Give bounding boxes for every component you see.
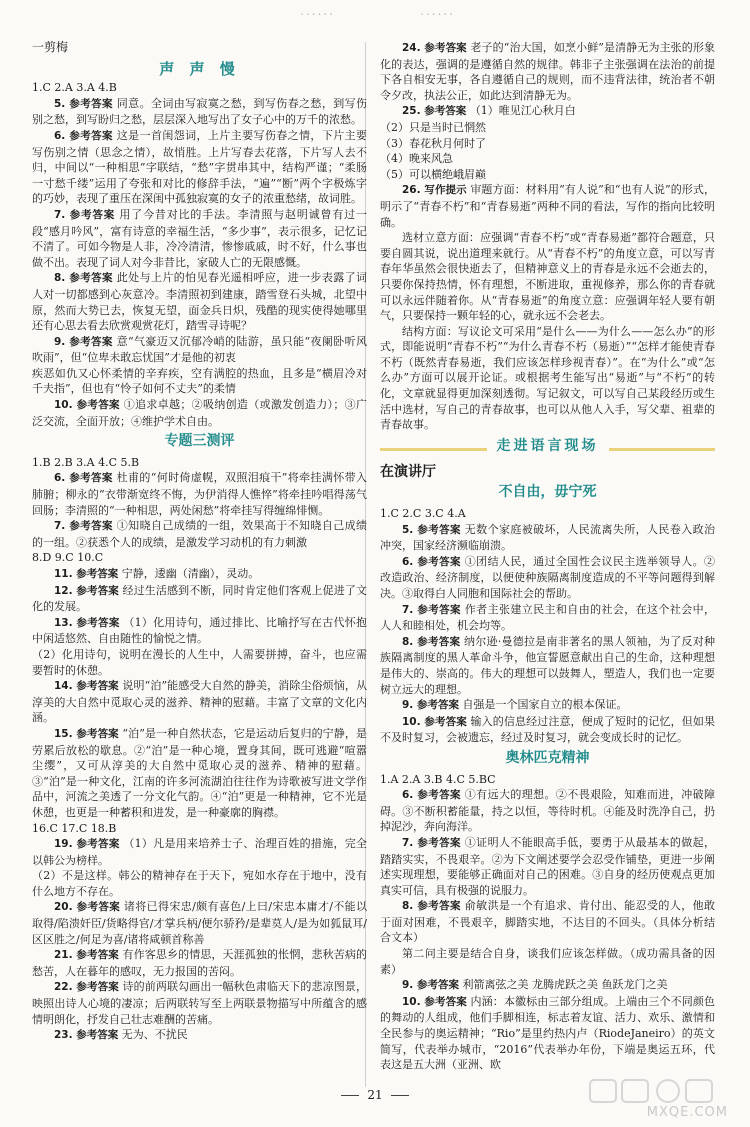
answer-text: 作者主张建立民主和自由的社会，在这个社会中，人人和睦相处，机会均等。: [380, 602, 715, 633]
answer-label: 8. 参考答案: [54, 272, 113, 285]
poem-title-fragment: 一剪梅: [32, 40, 69, 54]
answer-label: 7. 参考答案: [54, 208, 116, 221]
answer-text: ①团结人民，通过全国性会议民主选举领导人。②改造政治、经济制度，以便使种族隔离制度造成的不平等问题得到解决。③取得白人同胞和国际社会的帮助。: [380, 554, 715, 600]
answer-label: 10. 参考答案: [402, 715, 467, 728]
answer-item: [380, 151, 715, 167]
answer-text: 经过生活感到不断，同时肯定他们客观上促进了文化的发展。: [32, 583, 367, 614]
answer-text: 杜甫的“何时倚虚幌，双照泪痕干”将牵挂满怀带入肺腑；柳永的“衣带渐宽终不悔，为伊消得人憔悴”将牵挂吟唱得荡气回肠；李清照的“一种相思，两处闲愁”将牵挂写得缠绵悱恻。: [32, 471, 367, 517]
answer-text: 输入的信息经过注意，便成了短时的记忆，但如果不及时复习，会被遗忘，经过及时复习，就会变成长时的记忆。: [380, 714, 715, 745]
answer-label: 11. 参考答案: [54, 568, 119, 580]
answer-list: [32, 80, 367, 429]
answer-label: 8. 参考答案: [402, 635, 461, 648]
page-number-dash: [391, 1095, 409, 1096]
answer-text: 内涵：本徽标由三部分组成。上端由三个不同颜色的舞动的人组成，他们手脚相连，标志着友谊、活力、欢乐、激情和全民参与的奥运精神；“Rio”是里约热内卢（RiodeJaneiro）的英文简写，代表举办城市，“2016”代表举办年份，下端是奥运五环，代表这是五大洲（亚洲、欧: [380, 994, 715, 1072]
answer-text: 同意。全词由写寂寞之愁，到写伤春之愁，到写伤别之愁，到写盼归之愁，层层深入地写出了女子心中的万千的浓愁。: [32, 96, 367, 127]
left-column: [32, 40, 367, 1090]
answer-text: 此处与上片的怕见春光遥相呼应，进一步表露了词人对一切都感到心灰意冷。李清照初到建康，踏雪登石头城，北望中原，然而大势已去，恢复无望，面金兵日炽，残酷的现实使得她哪里还有心思去看去欣赏观赏花灯，踏雪寻诗呢？: [32, 271, 367, 333]
answer-item: [380, 835, 715, 898]
answer-text: 1.C 2.C 3.C 4.A: [380, 507, 466, 521]
answer-item: [32, 334, 367, 366]
answer-item: [380, 787, 715, 835]
answer-text: （3）春花秋月何时了: [380, 136, 486, 150]
answer-item: [32, 678, 367, 726]
answer-item: [380, 522, 715, 554]
answer-text: 诗的前两联勾画出一幅秋色肃临天下的悲凉图景，映照出诗人心境的凄凉；后两联转写至上两联景物描写中所蕴含的感情明朗化，抒发自己壮志难酬的苦痛。: [32, 980, 367, 1026]
answer-label: 5. 参考答案: [402, 523, 461, 536]
answer-text: 有作客思乡的情思，天涯孤独的怅惘，悲秋苦病的愁苦，人在暮年的感叹，无力报国的苦闷。: [32, 948, 367, 978]
answer-item: [32, 868, 367, 899]
answer-label: 14. 参考答案: [54, 680, 119, 693]
answer-item: [32, 470, 367, 518]
answer-list: [380, 506, 715, 746]
answer-text: 说明“泊”能感受大自然的静美，消除尘俗烦恼，从淳美的大自然中觅取心灵的滋养、精神的慰藉。丰富了文章的文化内涵。: [32, 679, 367, 725]
answer-item: [32, 128, 367, 207]
answer-label: 9. 参考答案: [402, 979, 459, 992]
answer-text: “泊”是一种自然状态，它是运动后复归的宁静，是劳累后放松的歇息。②“泊”是一种心境，置身其间，既可逃避“喧嚣尘缨”，又可从淳美的大自然中觅取心灵的滋养、精神的慰藉。③“泊”是一种文化，江南的许多河流湖泊往往作为诗歌被写进文学作品中，河流之美透了一分文化气韵。④“泊”更是一种精神，它不光是休憩，也更是一种蓄积和进发，是一种豪廓的胸襟。: [32, 726, 367, 819]
answer-text: （4）晚来风急: [380, 152, 453, 166]
answer-label: 10. 参考答案: [54, 399, 120, 412]
answer-text: 无为、不扰民: [121, 1028, 188, 1042]
answer-text: （1）化用诗句，通过排比、比喻抒写在古代怀抱中闲适悠然、自由随性的愉悦之情。: [32, 615, 367, 646]
answer-label: 6. 参考答案: [54, 472, 113, 485]
section-heading: 声 声 慢: [159, 59, 240, 78]
answer-item: [380, 182, 715, 230]
answer-item: [32, 518, 367, 550]
answer-text: 16.C 17.C 18.B: [32, 821, 117, 835]
answer-item: [380, 554, 715, 602]
answer-text: 选材立意方面：应强调“青春不朽”或“青春易逝”都符合题意，只要自圆其说，说出道理来就行。从“青春不朽”的角度立意，可以写青春年华虽然会很快逝去了，但精神意义上的青春是永远不会逝去的，只要你保持热情，怀有理想，不断进取，重视修养，那么你的青春就可以永远伴随着你。从“青春易逝”的角度立意：应强调年轻人要有朝气，只要保持一颗年轻的心，就永远不会老去。: [380, 231, 715, 323]
answer-text: 这是一首闺怨词，上片主要写伤春之情，下片主要写伤别之情（思念之情），故悄胜。上片写春去花落，下片写人去不归，中间以“一种相思”字联结，“愁”字贯串其中，结构严谨；“柔肠一寸愁千缕”运用了夸张和对比的修辞手法，“遍”“断”两个字极炼字的巧妙，表现了重压在深闺中孤独寂寞的女子的浓重愁绪，故词胜。: [32, 128, 367, 206]
answer-item: [32, 80, 367, 96]
answer-label: 6. 参考答案: [402, 555, 461, 568]
answer-text: 利箭离弦之美 龙腾虎跃之美 鱼跃龙门之美: [462, 978, 668, 992]
answer-item: [380, 136, 715, 152]
answer-text: 自强是一个国家自立的根本保证。: [462, 698, 628, 712]
answer-item: [32, 566, 367, 583]
answer-item: [380, 697, 715, 714]
answer-list: [380, 772, 715, 1073]
answer-label: 21. 参考答案: [54, 949, 119, 962]
answer-text: （2）化用诗句，说明在漫长的人生中，人需要拼搏，奋斗，也应需要暂时的休憩。: [32, 647, 367, 677]
answer-text: （2）只是当时已惘然: [380, 120, 486, 134]
answer-label: 9. 参考答案: [54, 335, 113, 348]
answer-text: （2）不是这样。韩公的精神存在于天下，宛如水存在于地中，没有什么地方不存在。: [32, 869, 367, 898]
answer-item: [380, 602, 715, 634]
answer-item: [32, 455, 367, 471]
answer-label: 23. 参考答案: [54, 1029, 119, 1042]
answer-label: 26. 写作提示: [402, 184, 467, 197]
answer-text: 审题方面：材料用“有人说”和“也有人说”的形式，明示了“青春不朽”和“青春易逝”两种不同的看法，写作的指向比较明确。: [380, 183, 715, 229]
cropped-header-strip: [0, 0, 750, 28]
answer-item: [380, 898, 715, 946]
answer-item: [32, 550, 367, 566]
answer-label: 20. 参考答案: [54, 901, 121, 914]
answer-item: [380, 634, 715, 697]
answer-item: [32, 726, 367, 821]
answer-item: [380, 714, 715, 746]
answer-text: 用了今昔对比的手法。李清照与赵明诚曾有过一段“感月吟风”，富有诗意的幸福生活，“多少事”，表示很多，记忆记不清了。可如今物是人非，冷冷清清，惨惨戚戚，时不好，什么事也做不出。表现了词人对今非昔比，家破人亡的无限感慨。: [32, 207, 367, 269]
answer-text: ①证明人不能眼高手低，要勇于从最基本的做起，踏踏实实，不畏艰辛。②为下文阐述要学会忍受作铺垫，更进一步阐述实现理想，要能够正确面对自己的困难。③自身的经历使观点更加真实可信，具有极强的说服力。: [380, 835, 715, 897]
answer-label: 25. 参考答案: [402, 105, 467, 118]
answer-item: [32, 947, 367, 979]
watermark: [582, 1076, 732, 1120]
answer-label: 12. 参考答案: [54, 584, 119, 597]
answer-label: 9. 参考答案: [402, 699, 459, 712]
chapter-banner: [380, 439, 715, 459]
answer-text: 1.A 2.A 3.B 4.C 5.BC: [380, 772, 496, 786]
answer-text: ①追求卓越；②吸纳创造（或激发创造力）；③广泛交流，全面开放；④维护学术自由。: [32, 398, 367, 428]
answer-item: [380, 977, 715, 994]
answer-item: [380, 324, 715, 433]
answer-label: 5. 参考答案: [54, 97, 113, 110]
answer-text: 老子的“治大国，如烹小鲜”是清静无为主张的形象化的表达，强调的是遵循自然的规律。韩非子主张强调在法治的前提下各自相安无事，各自遵循自己的规则，而不违背法律，统治者不朝令夕改，执法公正，如此达到清静无为。: [380, 41, 715, 102]
answer-item: [32, 397, 367, 429]
answer-item: [32, 899, 367, 947]
answer-list: [32, 455, 367, 1044]
subsection-heading: 在演讲厅: [380, 463, 436, 480]
answer-label: 7. 参考答案: [402, 603, 461, 616]
answer-label: 15. 参考答案: [54, 727, 119, 740]
answer-label: 22. 参考答案: [54, 981, 119, 994]
answer-item: [380, 167, 715, 183]
answer-item: [32, 647, 367, 678]
answer-item: [32, 583, 367, 615]
answer-text: 疾恶如仇又心怀柔情的辛弃疾，空有满腔的热血，且多是“横眉冷对千夫指”，但也有“怜子如何不丈夫”的柔情: [32, 366, 367, 396]
right-column: [380, 40, 715, 1090]
page-number-dash: [341, 1095, 359, 1096]
watermark-url: MXQE.COM: [646, 1105, 728, 1120]
answer-item: [32, 836, 367, 868]
header-fragment: ......: [300, 4, 335, 18]
answer-item: [380, 994, 715, 1073]
answer-text: 第二问主要是结合自身，谈我们应该怎样做。（成功需具备的因素）: [380, 947, 715, 976]
answer-item: [380, 40, 715, 103]
banner-title: 走进语言现场: [487, 439, 609, 455]
answer-item: [380, 103, 715, 120]
answer-list: [380, 40, 715, 433]
answer-text: 诸将已得宋忠/颇有喜色/上曰/宋忠本庸才/不能以取得/陷溃奸臣/货略得官/才掌兵柄/便尔骄矜/是辈莫人/是为如狐鼠耳/区区胜之/何足为喜/诸将咸顿首称善: [32, 900, 367, 946]
section-heading: 专题三测评: [164, 433, 235, 450]
answer-label: 6. 参考答案: [54, 129, 113, 142]
answer-item: [32, 615, 367, 647]
answer-text: 意“气豪迈又沉郁冷峭的陆游，虽只能“夜阑卧听风吹雨”，但“位卑未敢忘忧国”才是他的初衷: [32, 334, 367, 365]
answer-label: 13. 参考答案: [54, 616, 120, 629]
answer-text: 1.B 2.B 3.A 4.C 5.B: [32, 455, 140, 469]
answer-label: 24. 参考答案: [402, 42, 467, 54]
answer-text: 纳尔逊·曼德拉是南非著名的黑人领袖，为了反对种族隔离制度的黑人革命斗争，他宣誓愿意献出自己的生命，这种理想是伟大的、崇高的。伟大的理想可以鼓舞人，塑造人，我们也一定要树立远大的理想。: [380, 634, 715, 696]
answer-text: ①知晓自己成绩的一组，效果高于不知晓自己成绩的一组。②获悉个人的成绩，是激发学习动机的有力刺激: [32, 519, 367, 549]
answer-label: 19. 参考答案: [54, 838, 120, 851]
answer-item: [32, 96, 367, 128]
header-fragment: ......: [420, 4, 455, 18]
answer-text: （5）可以横绝峨眉巅: [380, 167, 486, 181]
answer-item: [380, 946, 715, 977]
answer-label: 7. 参考答案: [54, 520, 113, 533]
answer-text: （1）凡是用来培养士子、治理百姓的措施，完全以韩公为榜样。: [32, 837, 367, 867]
answer-item: [32, 270, 367, 333]
answer-item: [380, 230, 715, 324]
answer-item: [380, 506, 715, 522]
section-heading: 不自由，毋宁死: [498, 484, 597, 501]
answer-item: [32, 207, 367, 270]
answer-label: 7. 参考答案: [402, 836, 461, 849]
answer-label: 6. 参考答案: [402, 789, 461, 802]
answer-item: [32, 821, 367, 837]
answer-item: [32, 366, 367, 397]
answer-label: 10. 参考答案: [402, 995, 467, 1008]
answer-item: [32, 1027, 367, 1044]
answer-text: 俞敏洪是一个有追求、肯付出、能忍受的人，他敢于面对困难，不畏艰辛，脚踏实地，不达目的不回头。（具体分析结合文本）: [380, 899, 715, 945]
answer-text: 宁静，逶幽（清幽），灵动。: [121, 567, 260, 580]
answer-text: 1.C 2.A 3.A 4.B: [32, 81, 117, 95]
answer-text: 无数个家庭被破坏，人民流离失所，人民卷入政治冲突，国家经济濒临崩溃。: [380, 522, 715, 553]
page-number-text: 21: [367, 1088, 383, 1102]
answer-label: 8. 参考答案: [402, 900, 461, 913]
answer-text: （1）唯见江心秋月白: [469, 104, 576, 118]
answer-text: 结构方面：写议论文可采用“是什么——为什么——怎么办”的形式，即能说明“青春不朽”“为什么青春不朽（易逝）”“怎样才能使青春不朽（既然青春易逝，我们应该怎样珍视青春）”。在“为什么”或“怎么办”方面可以展开论证。或根据考生能写出“易逝”与“不朽”的转化，文章就显得更加深刻透彻。写记叙文，可以写自己某段经历或生活中选材，写自己的青春故事，也可以从他人入手，写父辈、祖辈的青春故事。: [380, 324, 715, 432]
answer-item: [32, 979, 367, 1027]
answer-item: [380, 772, 715, 788]
section-heading: 奥林匹克精神: [505, 749, 590, 766]
answer-text: 8.D 9.C 10.C: [32, 551, 104, 565]
answer-text: ①有远大的理想。②不畏艰险，知难而进，冲破障碍。③不断积蓄能量，持之以恒，等待时机。④能及时洗净自己，扔掉泥沙，奔向海洋。: [380, 788, 715, 834]
answer-item: [380, 120, 715, 136]
